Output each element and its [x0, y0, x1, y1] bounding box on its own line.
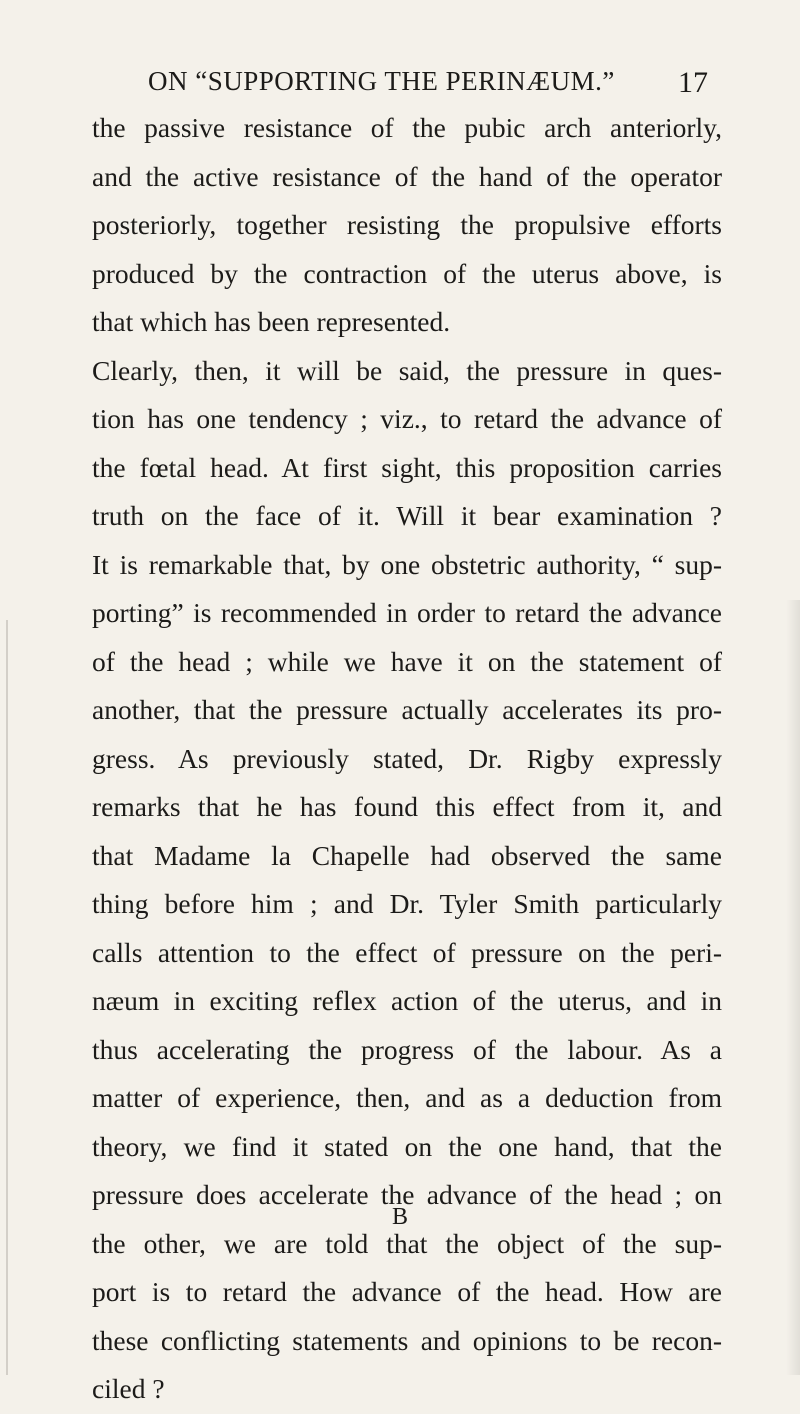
text-line: port is to retard the advance of the head. How are [92, 1276, 722, 1307]
text-line: these conflicting statements and opinions to be recon- [92, 1324, 722, 1356]
text-line: of the head ; while we have it on the statement of [92, 645, 722, 677]
text-line: næum in exciting reflex action of the uterus, and in [92, 985, 722, 1016]
text-line: the fœtal head. At first sight, this proposition carries [92, 451, 722, 483]
text-line: thus accelerating the progress of the labour. As a [92, 1033, 722, 1065]
gutter-edge [6, 620, 8, 1375]
text-line: another, that the pressure actually accelerates its pro- [92, 694, 722, 725]
text-line: thing before him ; and Dr. Tyler Smith particularly [92, 888, 722, 919]
text-line: that Madame la Chapelle had observed the same [92, 839, 722, 871]
text-line: gress. As previously stated, Dr. Rigby expressly [92, 742, 722, 774]
text-line: and the active resistance of the hand of the operator [92, 160, 722, 192]
text-line: ciled ? [92, 1373, 165, 1404]
text-line: It is remarkable that, by one obstetric authority, “ sup- [92, 548, 722, 580]
page-edge-shadow [786, 600, 800, 1375]
text-line: calls attention to the effect of pressure on the peri- [92, 936, 722, 968]
page-number: 17 [678, 66, 708, 99]
signature-mark: B [391, 1204, 408, 1230]
text-line: produced by the contraction of the uterus above, is [92, 257, 722, 289]
text-line: porting” is recommended in order to retard the advance [92, 597, 722, 628]
text-line: truth on the face of it. Will it bear examination ? [92, 500, 722, 531]
running-title: ON “SUPPORTING THE PERINÆUM.” [148, 66, 615, 96]
text-line: the other, we are told that the object of the sup- [92, 1227, 722, 1259]
text-line: pressure does accelerate the advance of the head ; on [92, 1179, 722, 1210]
text-line: the passive resistance of the pubic arch anteriorly, [92, 112, 722, 143]
text-line: posteriorly, together resisting the propulsive efforts [92, 209, 722, 240]
text-line: matter of experience, then, and as a deduction from [92, 1082, 722, 1113]
text-line: remarks that he has found this effect from it, and [92, 791, 722, 822]
text-line: theory, we find it stated on the one hand, that the [92, 1130, 722, 1162]
text-line: Clearly, then, it will be said, the pressure in ques- [92, 354, 722, 386]
text-line: that which has been represented. [92, 306, 451, 337]
text-line: tion has one tendency ; viz., to retard the advance of [92, 403, 722, 434]
